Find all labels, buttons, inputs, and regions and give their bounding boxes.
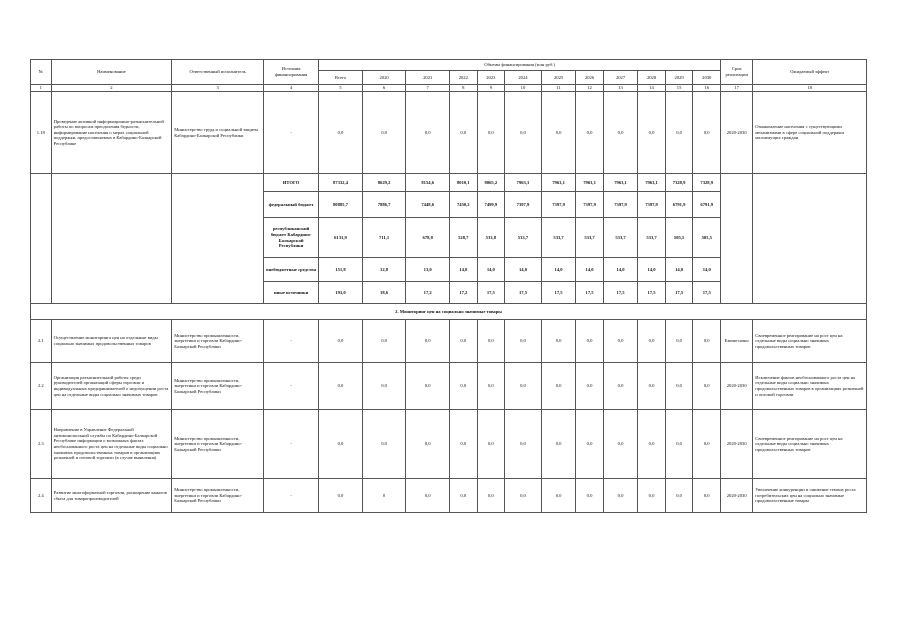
row-executor: Министерство промышленности, энергетики и торговли Кабардино-Балкарской Республики (172, 320, 264, 363)
value-cell: 0,0 (603, 479, 637, 513)
summary-value: 14,0 (477, 258, 505, 282)
col-number: 7 (406, 85, 450, 92)
column-number-row (31, 85, 867, 92)
row-executor: Министерство промышленности, энергетики и торговли Кабардино-Балкарской Республики (172, 363, 264, 410)
table-row (31, 363, 867, 410)
col-header-total: Всего (319, 71, 363, 85)
col-header-year: 2029 (665, 71, 693, 85)
col-header-year: 2021 (406, 71, 450, 85)
row-source: - (264, 479, 319, 513)
value-cell: 0,0 (693, 410, 721, 479)
summary-row-total (31, 174, 867, 192)
value-cell: 0,0 (665, 320, 693, 363)
value-cell: 0,0 (693, 479, 721, 513)
value-cell: 0,0 (362, 363, 406, 410)
summary-value: 7397,9 (541, 192, 575, 218)
summary-value: 7963,1 (541, 174, 575, 192)
section-header-row (31, 304, 867, 320)
summary-value: 7886,7 (362, 192, 406, 218)
value-cell: 0,0 (665, 363, 693, 410)
summary-value: 14,0 (693, 258, 721, 282)
value-cell: 0,0 (319, 320, 363, 363)
summary-value: 6791,9 (665, 192, 693, 218)
summary-value: 8629,2 (362, 174, 406, 192)
summary-label: внебюджетные средства (264, 258, 319, 282)
summary-value: 17,5 (505, 282, 542, 304)
value-cell: 0,0 (665, 479, 693, 513)
summary-value: 151,8 (319, 258, 363, 282)
col-header-year: 2023 (477, 71, 505, 85)
col-number: 5 (319, 85, 363, 92)
summary-value: 533,7 (638, 218, 666, 258)
value-cell: 0,0 (477, 320, 505, 363)
summary-value: 533,7 (541, 218, 575, 258)
table-row (31, 320, 867, 363)
summary-value: 17,5 (638, 282, 666, 304)
value-cell: 0,0 (505, 92, 542, 174)
summary-value: 17,2 (450, 282, 478, 304)
col-number: 12 (576, 85, 604, 92)
row-effect: Ознакомление населения с существующими механизмами в сфере социальной поддержки малоимущих граждан (753, 92, 867, 174)
value-cell: 0,0 (541, 92, 575, 174)
summary-label: иные источники (264, 282, 319, 304)
row-executor: Министерство труда и социальной защиты Кабардино-Балкарской Республики (172, 92, 264, 174)
col-header-year: 2022 (450, 71, 478, 85)
value-cell: 0,0 (576, 320, 604, 363)
summary-value: 17,5 (693, 282, 721, 304)
value-cell: 0,0 (693, 92, 721, 174)
summary-value: 7397,9 (638, 192, 666, 218)
value-cell: 0,0 (505, 320, 542, 363)
value-cell: 0,0 (638, 92, 666, 174)
summary-value: 6131,9 (319, 218, 363, 258)
summary-value: 80885,7 (319, 192, 363, 218)
table-row (31, 92, 867, 174)
value-cell: 0,0 (450, 479, 478, 513)
summary-value: 14,0 (505, 258, 542, 282)
summary-value: 14,0 (638, 258, 666, 282)
value-cell: 0,0 (406, 92, 450, 174)
row-term: 2020-2030 (721, 363, 753, 410)
col-header-sources: Источник финансирования (264, 60, 319, 85)
value-cell: 0,0 (603, 363, 637, 410)
summary-blank (51, 174, 172, 304)
col-header-executor: Ответственный исполнитель (172, 60, 264, 85)
summary-value: 17,5 (477, 282, 505, 304)
summary-value: 8154,6 (406, 174, 450, 192)
col-number: 3 (172, 85, 264, 92)
summary-blank (753, 174, 867, 304)
summary-label: федеральный бюджет (264, 192, 319, 218)
row-name: Проведение активной информационно-разъяснительной работы по вопросам преодоления бедности, информирование населения о мерах социальной поддержки, предоставляемых в Кабардино-Балкарской Республике (51, 92, 172, 174)
summary-value: 8065,2 (477, 174, 505, 192)
value-cell: 0,0 (406, 320, 450, 363)
summary-value: 6791,9 (693, 192, 721, 218)
col-header-year: 2020 (362, 71, 406, 85)
value-cell: 0,0 (505, 410, 542, 479)
col-header-funding: Объемы финансирования (млн руб.) (319, 60, 721, 71)
value-cell: 0,0 (638, 410, 666, 479)
col-header-year: 2028 (638, 71, 666, 85)
value-cell: 0 (362, 479, 406, 513)
value-cell: 0,0 (319, 92, 363, 174)
value-cell: 0,0 (450, 92, 478, 174)
row-name: Организация разъяснительной работы среди руководителей организаций сферы торговли и индивидуальных предпринимателей о недопущении роста цен на отдельные виды социально значимых товаров (51, 363, 172, 410)
summary-value: 13,0 (406, 258, 450, 282)
section-title: 2. Мониторинг цен на социально значимые товары (31, 304, 867, 320)
col-number: 13 (603, 85, 637, 92)
summary-value: 533,7 (576, 218, 604, 258)
col-header-year: 2025 (541, 71, 575, 85)
value-cell: 0,0 (362, 410, 406, 479)
summary-value: 711,1 (362, 218, 406, 258)
value-cell: 0,0 (319, 410, 363, 479)
col-header-term: Срок реализации (721, 60, 753, 85)
value-cell: 0,0 (541, 363, 575, 410)
summary-value: 533,8 (477, 218, 505, 258)
value-cell: 0,0 (477, 92, 505, 174)
summary-value: 7448,6 (406, 192, 450, 218)
summary-value: 7963,1 (576, 174, 604, 192)
value-cell: 0,0 (406, 363, 450, 410)
value-cell: 0,0 (541, 479, 575, 513)
value-cell: 0,0 (541, 410, 575, 479)
row-source: - (264, 410, 319, 479)
col-header-year: 2024 (505, 71, 542, 85)
value-cell: 0,0 (406, 479, 450, 513)
row-term: Ежемесячно (721, 320, 753, 363)
value-cell: 0,0 (693, 320, 721, 363)
summary-value: 7397,9 (505, 192, 542, 218)
value-cell: 0,0 (477, 479, 505, 513)
summary-value: 7963,1 (638, 174, 666, 192)
summary-value: 14,0 (665, 258, 693, 282)
value-cell: 0,0 (319, 363, 363, 410)
value-cell: 0,0 (505, 363, 542, 410)
summary-value: 8010,1 (450, 174, 478, 192)
row-effect: Своевременное реагирование на рост цен на отдельные виды социально значимых продовольственных товаров (753, 410, 867, 479)
row-source: - (264, 363, 319, 410)
col-header-name: Наименование (51, 60, 172, 85)
row-term: 2020-2030 (721, 479, 753, 513)
summary-blank (172, 174, 264, 304)
value-cell: 0,0 (638, 479, 666, 513)
row-num: 2.3 (31, 410, 52, 479)
summary-value: 7328,9 (693, 174, 721, 192)
summary-value: 7328,9 (665, 174, 693, 192)
program-funding-table (30, 59, 867, 513)
summary-value: 18,6 (362, 282, 406, 304)
value-cell: 0,0 (603, 320, 637, 363)
row-effect: Своевременное реагирование на рост цен на отдельные виды социально значимых продовольственных товаров (753, 320, 867, 363)
summary-value: 17,5 (541, 282, 575, 304)
col-header-year: 2030 (693, 71, 721, 85)
summary-value: 14,0 (603, 258, 637, 282)
summary-label: ИТОГО (264, 174, 319, 192)
col-number: 17 (721, 85, 753, 92)
col-number: 16 (693, 85, 721, 92)
table-row (31, 479, 867, 513)
summary-value: 7397,9 (576, 192, 604, 218)
summary-value: 17,5 (576, 282, 604, 304)
col-header-year: 2027 (603, 71, 637, 85)
col-header-num: № (31, 60, 52, 85)
summary-value: 14,0 (576, 258, 604, 282)
value-cell: 0,0 (477, 363, 505, 410)
row-num: 2.2 (31, 363, 52, 410)
value-cell: 0,0 (362, 92, 406, 174)
col-number: 9 (477, 85, 505, 92)
summary-value: 533,7 (603, 218, 637, 258)
row-source: - (264, 92, 319, 174)
col-number: 10 (505, 85, 542, 92)
value-cell: 0,0 (638, 320, 666, 363)
value-cell: 0,0 (477, 410, 505, 479)
summary-value: 7963,1 (603, 174, 637, 192)
summary-value: 87332,4 (319, 174, 363, 192)
row-effect: Исключение фактов необоснованного роста цен на отдельные виды социально значимых продовольственных товаров в организациях розничной и оптовой торговли (753, 363, 867, 410)
value-cell: 0,0 (576, 92, 604, 174)
row-executor: Министерство промышленности, энергетики и торговли Кабардино-Балкарской Республики (172, 410, 264, 479)
value-cell: 0,0 (450, 410, 478, 479)
summary-value: 533,7 (505, 218, 542, 258)
value-cell: 0,0 (603, 92, 637, 174)
col-number: 4 (264, 85, 319, 92)
row-num: 1.18 (31, 92, 52, 174)
summary-value: 678,8 (406, 218, 450, 258)
value-cell: 0,0 (450, 320, 478, 363)
table-row (31, 410, 867, 479)
col-number: 1 (31, 85, 52, 92)
summary-value: 14,0 (450, 258, 478, 282)
row-name: Развитие многоформатной торговли, расширение каналов сбыта для товаропроизводителей (51, 479, 172, 513)
summary-value: 17,5 (603, 282, 637, 304)
value-cell: 0,0 (576, 410, 604, 479)
value-cell: 0,0 (450, 363, 478, 410)
summary-label: республиканский бюджет Кабардино-Балкарской Республики (264, 218, 319, 258)
col-number: 15 (665, 85, 693, 92)
col-number: 8 (450, 85, 478, 92)
row-name: Направление в Управление Федеральной антимонопольной службы по Кабардино-Балкарской Республике информации о возможных фактах необоснованного роста цен на отдельные виды социально значимых продовольственных товаров в организациях розничной и оптовой торговли (в случае выявления) (51, 410, 172, 479)
summary-value: 505,5 (693, 218, 721, 258)
value-cell: 0,0 (576, 363, 604, 410)
row-term: 2020-2030 (721, 92, 753, 174)
row-effect: Увеличение конкуренции и снижение темпов роста потребительских цен на социально значимые продовольственные товары (753, 479, 867, 513)
col-header-year: 2026 (576, 71, 604, 85)
col-number: 2 (51, 85, 172, 92)
value-cell: 0,0 (638, 363, 666, 410)
row-name: Осуществление мониторинга цен на отдельные виды социально значимых продовольственных товаров (51, 320, 172, 363)
value-cell: 0,0 (505, 479, 542, 513)
summary-value: 505,5 (665, 218, 693, 258)
col-number: 11 (541, 85, 575, 92)
value-cell: 0,0 (406, 410, 450, 479)
value-cell: 0,0 (665, 410, 693, 479)
col-header-effect: Ожидаемый эффект (753, 60, 867, 85)
row-term: 2020-2030 (721, 410, 753, 479)
value-cell: 0,0 (665, 92, 693, 174)
row-source: - (264, 320, 319, 363)
col-number: 18 (753, 85, 867, 92)
value-cell: 0,0 (362, 320, 406, 363)
value-cell: 0,0 (576, 479, 604, 513)
col-number: 6 (362, 85, 406, 92)
summary-value: 12,8 (362, 258, 406, 282)
summary-value: 528,7 (450, 218, 478, 258)
summary-blank (31, 174, 52, 304)
summary-value: 17,5 (665, 282, 693, 304)
summary-value: 7499,9 (477, 192, 505, 218)
value-cell: 0,0 (541, 320, 575, 363)
summary-value: 17,2 (406, 282, 450, 304)
value-cell: 0,0 (693, 363, 721, 410)
summary-value: 7397,9 (603, 192, 637, 218)
value-cell: 0,0 (319, 479, 363, 513)
row-num: 2.4 (31, 479, 52, 513)
summary-value: 7450,2 (450, 192, 478, 218)
row-num: 2.1 (31, 320, 52, 363)
summary-value: 7963,1 (505, 174, 542, 192)
row-executor: Министерство промышленности, энергетики и торговли Кабардино-Балкарской Республики (172, 479, 264, 513)
col-number: 14 (638, 85, 666, 92)
summary-value: 193,0 (319, 282, 363, 304)
summary-blank (721, 174, 753, 304)
summary-value: 14,0 (541, 258, 575, 282)
value-cell: 0,0 (603, 410, 637, 479)
